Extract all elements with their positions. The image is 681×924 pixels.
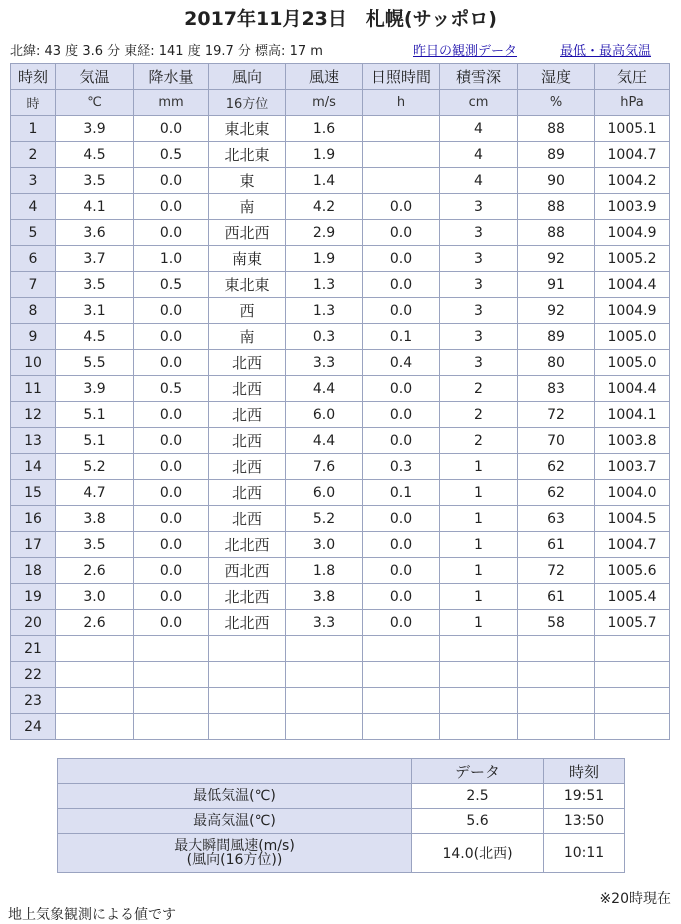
- cell-snow-depth: 1: [440, 532, 518, 558]
- cell-precipitation: 0.0: [134, 298, 209, 324]
- table-row: [11, 636, 670, 662]
- cell-precipitation: 0.0: [134, 480, 209, 506]
- cell-wind-speed: 1.6: [286, 116, 363, 142]
- header-snow-depth: 積雪深: [440, 64, 518, 90]
- cell-wind-direction: 西北西: [209, 558, 286, 584]
- cell-wind-direction: 東: [209, 168, 286, 194]
- table-row: [11, 272, 670, 298]
- cell-wind-speed: 6.0: [286, 480, 363, 506]
- cell-wind-direction: 北西: [209, 428, 286, 454]
- cell-temperature: 3.7: [56, 246, 134, 272]
- cell-wind-direction: 南: [209, 324, 286, 350]
- cell-temperature: 4.5: [56, 324, 134, 350]
- cell-temperature: 2.6: [56, 610, 134, 636]
- cell-snow-depth: [440, 714, 518, 740]
- table-row: [11, 350, 670, 376]
- summary-cell-time: 13:50: [544, 809, 625, 834]
- cell-snow-depth: 3: [440, 194, 518, 220]
- cell-temperature: 5.5: [56, 350, 134, 376]
- cell-snow-depth: 3: [440, 246, 518, 272]
- cell-wind-direction: [209, 662, 286, 688]
- cell-wind-direction: 北西: [209, 376, 286, 402]
- unit-wind-direction: 16方位: [209, 90, 286, 116]
- cell-hour: 22: [11, 662, 56, 688]
- cell-pressure: 1004.9: [595, 220, 670, 246]
- cell-humidity: 88: [518, 116, 595, 142]
- header-temperature: 気温: [56, 64, 134, 90]
- cell-temperature: 4.7: [56, 480, 134, 506]
- cell-temperature: 4.1: [56, 194, 134, 220]
- cell-humidity: 80: [518, 350, 595, 376]
- cell-sunshine: 0.0: [363, 428, 440, 454]
- cell-precipitation: 1.0: [134, 246, 209, 272]
- cell-wind-direction: 北北西: [209, 532, 286, 558]
- cell-wind-direction: 北西: [209, 350, 286, 376]
- page-title: 2017年11月23日 札幌(サッポロ): [184, 8, 497, 30]
- summary-cell-time: 10:11: [544, 834, 625, 873]
- location-meta: [10, 40, 675, 59]
- cell-wind-speed: [286, 688, 363, 714]
- header-wind-speed: 風速: [286, 64, 363, 90]
- cell-pressure: 1005.6: [595, 558, 670, 584]
- table-row: [11, 454, 670, 480]
- unit-wind-speed: m/s: [286, 90, 363, 116]
- cell-sunshine: [363, 662, 440, 688]
- table-row: [11, 558, 670, 584]
- cell-sunshine: 0.3: [363, 454, 440, 480]
- cell-snow-depth: 3: [440, 298, 518, 324]
- cell-precipitation: 0.0: [134, 402, 209, 428]
- cell-wind-speed: 3.3: [286, 350, 363, 376]
- unit-hour: 時: [11, 90, 56, 116]
- cell-humidity: 72: [518, 402, 595, 428]
- footer-note: 地上気象観測による値です: [8, 907, 176, 923]
- cell-wind-direction: [209, 636, 286, 662]
- cell-precipitation: 0.0: [134, 584, 209, 610]
- cell-pressure: 1004.9: [595, 298, 670, 324]
- cell-humidity: 89: [518, 324, 595, 350]
- cell-humidity: 61: [518, 584, 595, 610]
- cell-hour: 18: [11, 558, 56, 584]
- unit-header-row: [11, 90, 670, 116]
- cell-precipitation: 0.5: [134, 376, 209, 402]
- cell-wind-direction: 北北東: [209, 142, 286, 168]
- cell-wind-speed: 4.4: [286, 428, 363, 454]
- cell-wind-speed: 4.4: [286, 376, 363, 402]
- cell-wind-speed: 6.0: [286, 402, 363, 428]
- table-row: [11, 662, 670, 688]
- cell-humidity: 58: [518, 610, 595, 636]
- hourly-observation-table: [10, 63, 670, 740]
- cell-pressure: 1005.4: [595, 584, 670, 610]
- cell-temperature: 3.8: [56, 506, 134, 532]
- min-max-temperature-link[interactable]: 最低・最高気温: [560, 44, 652, 59]
- header-hour: 時刻: [11, 64, 56, 90]
- cell-temperature: [56, 688, 134, 714]
- cell-wind-speed: 7.6: [286, 454, 363, 480]
- cell-hour: 23: [11, 688, 56, 714]
- table-row: [11, 402, 670, 428]
- cell-hour: 10: [11, 350, 56, 376]
- cell-pressure: [595, 636, 670, 662]
- cell-humidity: 89: [518, 142, 595, 168]
- cell-temperature: 3.1: [56, 298, 134, 324]
- summary-header-time: 時刻: [544, 759, 625, 784]
- cell-humidity: 61: [518, 532, 595, 558]
- cell-sunshine: [363, 168, 440, 194]
- cell-temperature: 3.9: [56, 116, 134, 142]
- cell-hour: 4: [11, 194, 56, 220]
- cell-sunshine: [363, 116, 440, 142]
- cell-pressure: 1004.4: [595, 272, 670, 298]
- cell-sunshine: 0.0: [363, 272, 440, 298]
- cell-snow-depth: 3: [440, 350, 518, 376]
- cell-hour: 3: [11, 168, 56, 194]
- table-row: [11, 532, 670, 558]
- cell-sunshine: 0.4: [363, 350, 440, 376]
- cell-sunshine: [363, 714, 440, 740]
- cell-wind-speed: 1.9: [286, 142, 363, 168]
- cell-snow-depth: 1: [440, 558, 518, 584]
- cell-sunshine: 0.0: [363, 194, 440, 220]
- cell-hour: 15: [11, 480, 56, 506]
- cell-hour: 7: [11, 272, 56, 298]
- table-row: [11, 194, 670, 220]
- cell-wind-speed: 2.9: [286, 220, 363, 246]
- header-precipitation: 降水量: [134, 64, 209, 90]
- cell-wind-direction: 北北西: [209, 610, 286, 636]
- cell-wind-direction: 北北西: [209, 584, 286, 610]
- cell-pressure: [595, 714, 670, 740]
- cell-sunshine: 0.0: [363, 532, 440, 558]
- table-row: [11, 610, 670, 636]
- cell-humidity: 83: [518, 376, 595, 402]
- cell-precipitation: 0.0: [134, 324, 209, 350]
- cell-wind-speed: [286, 714, 363, 740]
- table-row: [11, 246, 670, 272]
- unit-sunshine: h: [363, 90, 440, 116]
- cell-humidity: [518, 688, 595, 714]
- table-row: [11, 428, 670, 454]
- cell-precipitation: [134, 636, 209, 662]
- cell-snow-depth: 3: [440, 272, 518, 298]
- cell-hour: 1: [11, 116, 56, 142]
- cell-wind-direction: 北西: [209, 506, 286, 532]
- table-row: [11, 506, 670, 532]
- cell-snow-depth: [440, 636, 518, 662]
- cell-temperature: 5.1: [56, 402, 134, 428]
- cell-temperature: [56, 662, 134, 688]
- cell-pressure: 1004.7: [595, 142, 670, 168]
- current-time-note: ※20時現在: [599, 891, 671, 907]
- table-row: [11, 714, 670, 740]
- cell-snow-depth: 3: [440, 220, 518, 246]
- cell-pressure: [595, 662, 670, 688]
- cell-wind-speed: 4.2: [286, 194, 363, 220]
- summary-cell-value: 5.6: [412, 809, 544, 834]
- cell-hour: 24: [11, 714, 56, 740]
- cell-snow-depth: [440, 662, 518, 688]
- cell-humidity: 70: [518, 428, 595, 454]
- cell-precipitation: 0.0: [134, 350, 209, 376]
- daily-summary-table: [57, 758, 625, 873]
- unit-precipitation: mm: [134, 90, 209, 116]
- cell-precipitation: 0.5: [134, 142, 209, 168]
- cell-snow-depth: 1: [440, 610, 518, 636]
- unit-pressure: hPa: [595, 90, 670, 116]
- cell-snow-depth: 1: [440, 454, 518, 480]
- cell-precipitation: 0.0: [134, 610, 209, 636]
- cell-hour: 11: [11, 376, 56, 402]
- cell-sunshine: 0.1: [363, 480, 440, 506]
- unit-snow-depth: cm: [440, 90, 518, 116]
- table-row: [11, 168, 670, 194]
- cell-temperature: 4.5: [56, 142, 134, 168]
- cell-precipitation: 0.0: [134, 194, 209, 220]
- cell-pressure: 1005.2: [595, 246, 670, 272]
- cell-wind-speed: [286, 662, 363, 688]
- cell-snow-depth: 1: [440, 480, 518, 506]
- cell-precipitation: 0.0: [134, 532, 209, 558]
- cell-precipitation: [134, 662, 209, 688]
- cell-wind-direction: 東北東: [209, 116, 286, 142]
- header-humidity: 湿度: [518, 64, 595, 90]
- table-row: [11, 142, 670, 168]
- cell-snow-depth: [440, 688, 518, 714]
- cell-precipitation: 0.5: [134, 272, 209, 298]
- cell-hour: 12: [11, 402, 56, 428]
- yesterday-data-link[interactable]: 昨日の観測データ: [413, 44, 518, 59]
- cell-hour: 6: [11, 246, 56, 272]
- cell-hour: 21: [11, 636, 56, 662]
- cell-pressure: 1004.4: [595, 376, 670, 402]
- cell-wind-speed: 0.3: [286, 324, 363, 350]
- table-row: [11, 376, 670, 402]
- location-coordinates: 北緯: 43 度 3.6 分 東経: 141 度 19.7 分 標高: 17 m: [10, 44, 323, 59]
- cell-pressure: 1004.0: [595, 480, 670, 506]
- cell-wind-direction: 西: [209, 298, 286, 324]
- cell-snow-depth: 4: [440, 142, 518, 168]
- cell-precipitation: 0.0: [134, 220, 209, 246]
- cell-pressure: 1005.7: [595, 610, 670, 636]
- cell-sunshine: 0.0: [363, 558, 440, 584]
- cell-precipitation: [134, 714, 209, 740]
- cell-wind-direction: [209, 714, 286, 740]
- cell-humidity: 63: [518, 506, 595, 532]
- cell-wind-direction: 北西: [209, 454, 286, 480]
- cell-snow-depth: 1: [440, 584, 518, 610]
- cell-humidity: 62: [518, 480, 595, 506]
- cell-humidity: 88: [518, 194, 595, 220]
- cell-sunshine: 0.0: [363, 220, 440, 246]
- cell-humidity: 62: [518, 454, 595, 480]
- cell-wind-speed: 3.3: [286, 610, 363, 636]
- cell-pressure: 1005.0: [595, 324, 670, 350]
- cell-wind-direction: 南東: [209, 246, 286, 272]
- cell-wind-direction: 東北東: [209, 272, 286, 298]
- header-sunshine: 日照時間: [363, 64, 440, 90]
- cell-sunshine: [363, 142, 440, 168]
- cell-sunshine: [363, 688, 440, 714]
- cell-pressure: 1004.2: [595, 168, 670, 194]
- cell-humidity: [518, 662, 595, 688]
- cell-wind-direction: 北西: [209, 402, 286, 428]
- cell-humidity: 91: [518, 272, 595, 298]
- summary-header-row: [58, 759, 625, 784]
- cell-sunshine: [363, 636, 440, 662]
- summary-cell-label: 最低気温(℃): [58, 784, 412, 809]
- cell-humidity: 92: [518, 298, 595, 324]
- cell-wind-speed: 1.8: [286, 558, 363, 584]
- summary-row: [58, 809, 625, 834]
- cell-temperature: 3.5: [56, 168, 134, 194]
- cell-humidity: 92: [518, 246, 595, 272]
- cell-pressure: 1004.1: [595, 402, 670, 428]
- cell-snow-depth: 2: [440, 376, 518, 402]
- cell-temperature: 5.2: [56, 454, 134, 480]
- cell-snow-depth: 1: [440, 506, 518, 532]
- cell-sunshine: 0.0: [363, 376, 440, 402]
- cell-pressure: 1003.9: [595, 194, 670, 220]
- table-row: [11, 298, 670, 324]
- cell-humidity: 88: [518, 220, 595, 246]
- cell-temperature: 3.5: [56, 532, 134, 558]
- cell-hour: 16: [11, 506, 56, 532]
- cell-pressure: 1004.5: [595, 506, 670, 532]
- summary-cell-time: 19:51: [544, 784, 625, 809]
- cell-snow-depth: 2: [440, 428, 518, 454]
- cell-hour: 13: [11, 428, 56, 454]
- cell-snow-depth: 4: [440, 168, 518, 194]
- cell-precipitation: 0.0: [134, 506, 209, 532]
- cell-temperature: [56, 636, 134, 662]
- cell-pressure: 1004.7: [595, 532, 670, 558]
- cell-wind-speed: 3.8: [286, 584, 363, 610]
- cell-pressure: [595, 688, 670, 714]
- summary-row: [58, 784, 625, 809]
- cell-wind-speed: 1.3: [286, 272, 363, 298]
- table-row: [11, 688, 670, 714]
- cell-hour: 17: [11, 532, 56, 558]
- cell-hour: 5: [11, 220, 56, 246]
- cell-humidity: [518, 714, 595, 740]
- cell-hour: 8: [11, 298, 56, 324]
- cell-pressure: 1003.8: [595, 428, 670, 454]
- summary-cell-value: 2.5: [412, 784, 544, 809]
- cell-pressure: 1003.7: [595, 454, 670, 480]
- table-row: [11, 324, 670, 350]
- summary-cell-label: 最大瞬間風速(m/s) (風向(16方位)): [58, 834, 412, 873]
- cell-sunshine: 0.0: [363, 246, 440, 272]
- cell-snow-depth: 3: [440, 324, 518, 350]
- cell-sunshine: 0.1: [363, 324, 440, 350]
- table-row: [11, 116, 670, 142]
- cell-sunshine: 0.0: [363, 298, 440, 324]
- cell-hour: 9: [11, 324, 56, 350]
- cell-humidity: [518, 636, 595, 662]
- cell-sunshine: 0.0: [363, 402, 440, 428]
- cell-wind-direction: 北西: [209, 480, 286, 506]
- cell-hour: 2: [11, 142, 56, 168]
- cell-snow-depth: 4: [440, 116, 518, 142]
- cell-humidity: 90: [518, 168, 595, 194]
- cell-pressure: 1005.1: [595, 116, 670, 142]
- cell-temperature: 3.9: [56, 376, 134, 402]
- cell-wind-speed: 1.4: [286, 168, 363, 194]
- cell-precipitation: [134, 688, 209, 714]
- cell-wind-speed: 1.9: [286, 246, 363, 272]
- cell-temperature: 5.1: [56, 428, 134, 454]
- table-row: [11, 584, 670, 610]
- cell-precipitation: 0.0: [134, 168, 209, 194]
- cell-pressure: 1005.0: [595, 350, 670, 376]
- cell-hour: 14: [11, 454, 56, 480]
- summary-header-value: データ: [412, 759, 544, 784]
- summary-cell-label: 最高気温(℃): [58, 809, 412, 834]
- cell-wind-direction: 西北西: [209, 220, 286, 246]
- cell-wind-direction: 南: [209, 194, 286, 220]
- cell-temperature: 3.6: [56, 220, 134, 246]
- cell-precipitation: 0.0: [134, 558, 209, 584]
- table-row: [11, 220, 670, 246]
- summary-row: [58, 834, 625, 873]
- cell-temperature: [56, 714, 134, 740]
- cell-temperature: 2.6: [56, 558, 134, 584]
- cell-temperature: 3.5: [56, 272, 134, 298]
- cell-precipitation: 0.0: [134, 454, 209, 480]
- unit-temperature: ℃: [56, 90, 134, 116]
- cell-temperature: 3.0: [56, 584, 134, 610]
- table-row: [11, 480, 670, 506]
- header-wind-direction: 風向: [209, 64, 286, 90]
- cell-precipitation: 0.0: [134, 428, 209, 454]
- cell-wind-speed: 1.3: [286, 298, 363, 324]
- header-pressure: 気圧: [595, 64, 670, 90]
- cell-wind-direction: [209, 688, 286, 714]
- summary-cell-value: 14.0(北西): [412, 834, 544, 873]
- cell-snow-depth: 2: [440, 402, 518, 428]
- cell-wind-speed: [286, 636, 363, 662]
- cell-wind-speed: 5.2: [286, 506, 363, 532]
- cell-hour: 19: [11, 584, 56, 610]
- column-header-row: [11, 64, 670, 90]
- cell-humidity: 72: [518, 558, 595, 584]
- unit-humidity: %: [518, 90, 595, 116]
- summary-header-label: [58, 759, 412, 784]
- cell-hour: 20: [11, 610, 56, 636]
- cell-sunshine: 0.0: [363, 584, 440, 610]
- cell-precipitation: 0.0: [134, 116, 209, 142]
- cell-wind-speed: 3.0: [286, 532, 363, 558]
- cell-sunshine: 0.0: [363, 610, 440, 636]
- cell-sunshine: 0.0: [363, 506, 440, 532]
